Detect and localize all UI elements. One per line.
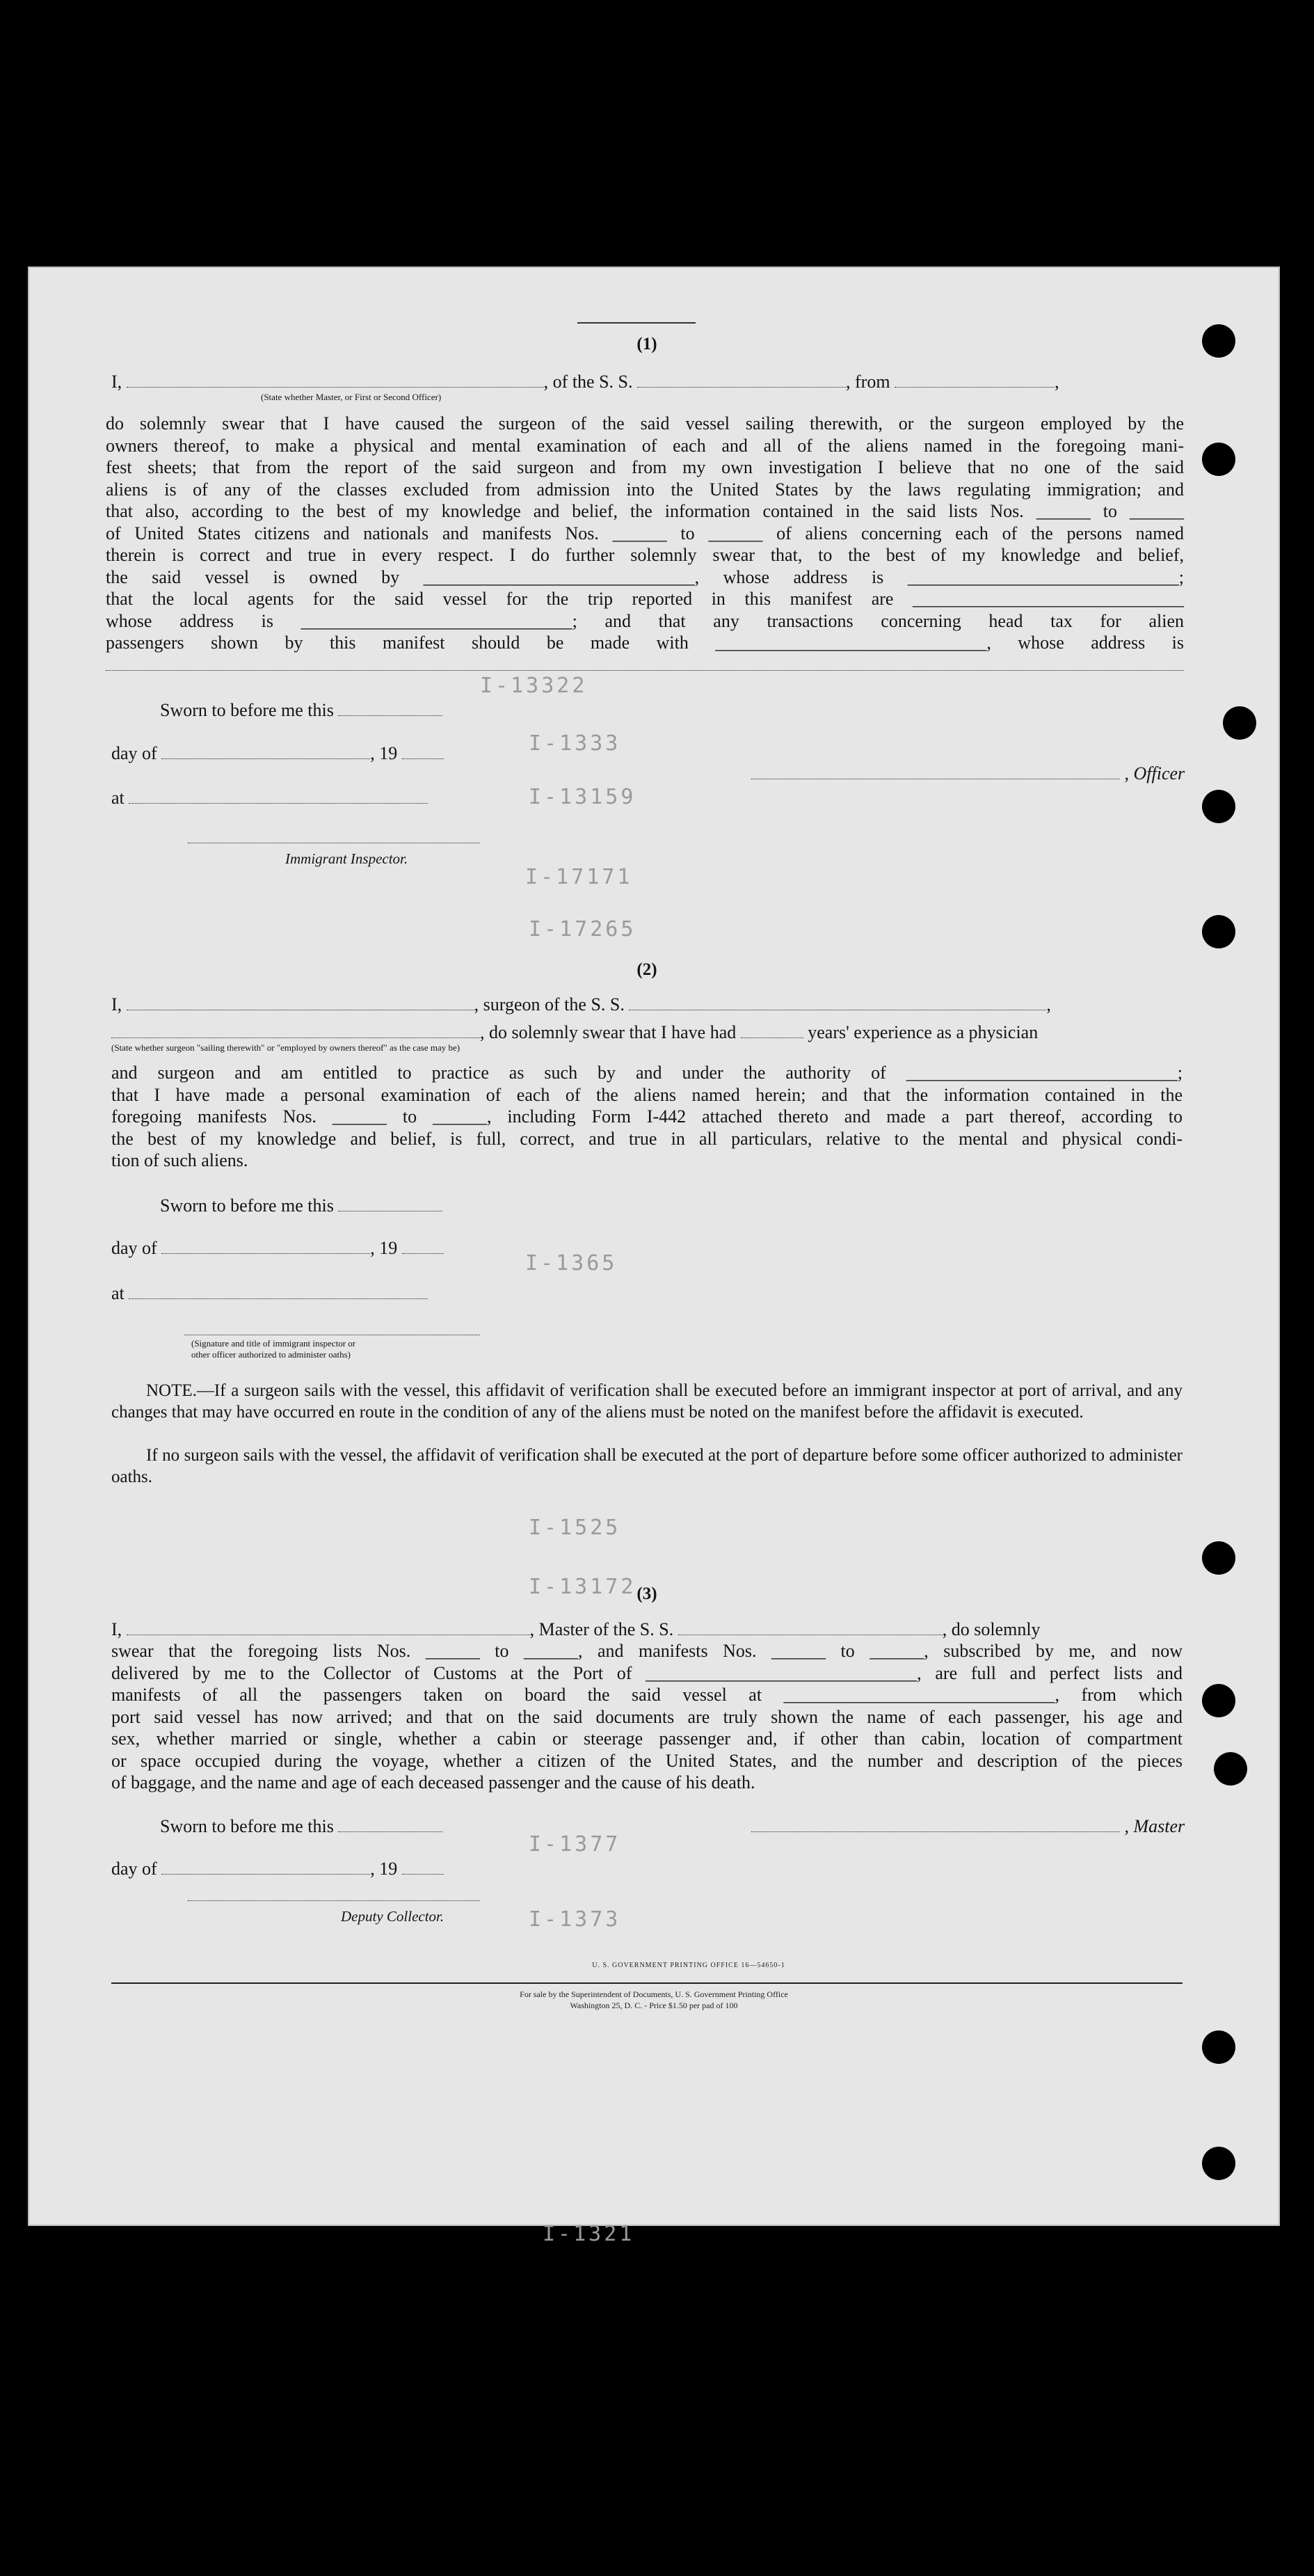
surgeon-status-field[interactable] [111, 1025, 480, 1038]
master-name-field[interactable] [127, 1622, 530, 1635]
sworn-day-field-3[interactable] [338, 1819, 442, 1832]
sworn-line-2: Sworn to before me this [160, 1195, 442, 1217]
body-line: that I have made a personal examination of each of the aliens named herein; and that the information contained in the [111, 1084, 1183, 1105]
place-field[interactable] [129, 790, 428, 804]
document-page [28, 267, 1280, 2246]
body-line: sex, whether married or single, whether a cabin or steerage passenger and, if other than cabin, location of compartment [111, 1728, 1183, 1749]
note-paragraph-2: If no surgeon sails with the vessel, the affidavit of verification shall be executed at the port of departure before some officer authorized to administer oaths. [111, 1446, 1183, 1486]
section-3-number: (3) [636, 1584, 657, 1603]
body-line: owners thereof, to make a physical and mental examination of each and all of the aliens named in the foregoing mani- [106, 435, 1184, 456]
years-field[interactable] [741, 1025, 803, 1038]
sale-line-2: Washington 25, D. C. - Price $1.50 per pad of 100 [570, 2001, 738, 2010]
body-line: the said vessel is owned by ______________________________, whose address is ______________________________; [106, 566, 1184, 587]
punch-hole [1202, 443, 1235, 476]
place-field-2[interactable] [129, 1286, 428, 1299]
body-line: the best of my knowledge and belief, is full, correct, and true in all particulars, relative to the mental and physical condi- [111, 1128, 1183, 1149]
sworn-line-1: Sworn to before me this [160, 699, 442, 722]
bleedthrough-text: I-1525 [529, 1516, 621, 1540]
sworn-day-field-2[interactable] [338, 1198, 442, 1211]
year-field-2[interactable] [402, 1241, 444, 1254]
master-vessel-field[interactable] [678, 1622, 943, 1635]
section-3-opening: I, , Master of the S. S. , do solemnly [111, 1619, 1041, 1639]
body-line: of baggage, and the name and age of each deceased passenger and the cause of his death. [111, 1772, 755, 1792]
month-field-2[interactable] [161, 1241, 370, 1254]
body-line: passengers shown by this manifest should be made with ______________________________, whose address is [106, 633, 1184, 653]
punch-hole [1202, 2030, 1235, 2064]
bleedthrough-text: I-1321 [543, 2222, 635, 2246]
section-2-opening: I, , surgeon of the S. S. , [111, 994, 1051, 1015]
note-paragraph-1: NOTE.—If a surgeon sails with the vessel, this affidavit of verification shall be executed before an immigrant inspector at port of arrival, and any changes that may have occurred en route in the condition of any of the aliens must be noted on the manifest before the affidavit is executed. [111, 1381, 1183, 1422]
body-line: foregoing manifests Nos. ______ to ______, including Form I-442 attached thereto and made a part thereof, according to [111, 1106, 1183, 1127]
body-line: therein is correct and true in every respect. I do further solemnly swear that, to the best of my knowledge and belief, [106, 545, 1184, 565]
day-line-3: day of , 19 [111, 1858, 444, 1880]
punch-hole [1214, 1752, 1247, 1786]
section-3-body [111, 1640, 1183, 1794]
body-line: manifests of all the passengers taken on board the said vessel at ______________________________, from which [111, 1685, 1183, 1705]
printing-office-line: U. S. GOVERNMENT PRINTING OFFICE 16—54650-1 [592, 1962, 785, 1969]
sworn-line-3: Sworn to before me this [160, 1815, 442, 1838]
vessel-name-field[interactable] [637, 374, 846, 388]
year-field-3[interactable] [402, 1861, 444, 1875]
at-line-1: at [111, 787, 428, 809]
officer-signature-field[interactable] [751, 766, 1120, 779]
bleedthrough-text: I-1333 [529, 731, 621, 756]
punch-hole [1202, 324, 1235, 358]
body-line: tion of such aliens. [111, 1150, 248, 1170]
at-line-2: at [111, 1282, 428, 1305]
punch-hole [1202, 2147, 1235, 2180]
section-1-opening: I, , of the S. S. , from , [111, 372, 1059, 392]
master-signature-field[interactable] [751, 1819, 1120, 1832]
body-line: do solemnly swear that I have caused the surgeon of the said vessel sailing therewith, or the surgeon employed by the [106, 413, 1184, 434]
bleedthrough-text: I-1365 [525, 1251, 618, 1275]
body-line: whose address is ______________________________; and that any transactions concerning head tax for alien [106, 610, 1184, 631]
punch-hole [1202, 1541, 1235, 1575]
bleedthrough-text: I-1377 [529, 1832, 621, 1857]
day-line-1: day of , 19 [111, 742, 444, 765]
title-caption: (State whether Master, or First or Second Officer) [261, 392, 442, 402]
punch-hole [1202, 915, 1235, 948]
collector-signature-field[interactable] [188, 1900, 480, 1901]
officer-signature-line: , Officer [751, 763, 1185, 785]
bleedthrough-text: I-13159 [529, 785, 636, 809]
surgeon-name-field[interactable] [127, 997, 474, 1010]
section-2-body [111, 1062, 1183, 1172]
punch-hole [1202, 790, 1235, 823]
body-line: aliens is of any of the classes excluded from admission into the United States by the laws regulating immigration; and [106, 479, 1184, 500]
footer-rule [111, 1982, 1183, 1984]
section-2-second: , do solemnly swear that I have had years' experience as a physician [111, 1021, 1038, 1044]
body-line: that the local agents for the said vessel for the trip reported in this manifest are ______________________________ [106, 589, 1184, 609]
sig-caption: other officer authorized to administer oaths) [191, 1349, 351, 1360]
body-line: swear that the foregoing lists Nos. ______ to ______, and manifests Nos. ______ to ______, subscribed by me, and now [111, 1641, 1183, 1661]
section-1-body [106, 413, 1184, 676]
inspector-label: Immigrant Inspector. [285, 850, 408, 867]
body-line: delivered by me to the Collector of Customs at the Port of ______________________________, are full and perfect lists and [111, 1662, 1183, 1683]
bleedthrough-text: I-13322 [480, 674, 588, 698]
surgeon-caption: (State whether surgeon "sailing therewith" or "employed by owners thereof" as the case may be) [111, 1042, 460, 1053]
sale-line-1: For sale by the Superintendent of Documents, U. S. Government Printing Office [520, 1989, 788, 1999]
collector-label: Deputy Collector. [341, 1908, 444, 1925]
sworn-day-field[interactable] [338, 703, 442, 716]
bleedthrough-text: I-1373 [529, 1907, 621, 1932]
bleedthrough-text: I-13172 [529, 1575, 636, 1599]
section-1-number: (1) [636, 335, 657, 353]
day-line-2: day of , 19 [111, 1237, 444, 1259]
year-field[interactable] [402, 746, 444, 759]
month-field-3[interactable] [161, 1861, 370, 1875]
section-2-number: (2) [636, 960, 657, 979]
punch-hole [1202, 1684, 1235, 1717]
body-line: that also, according to the best of my knowledge and belief, the information contained in the said lists Nos. ______ to ______ [106, 501, 1184, 521]
punch-hole [1223, 706, 1256, 740]
body-line: and surgeon and am entitled to practice as such by and under the authority of ______________________________; [111, 1063, 1183, 1083]
master-signature-line: , Master [751, 1815, 1185, 1838]
body-line: fest sheets; that from the report of the said surgeon and from my own investigation I believe that no one of the said [106, 457, 1184, 477]
agent-address-field[interactable] [106, 658, 1184, 671]
bleedthrough-text: I-17171 [525, 865, 633, 889]
sig-caption: (Signature and title of immigrant inspector or [191, 1338, 356, 1349]
surgeon-vessel-field[interactable] [629, 997, 1046, 1010]
title-rule [577, 322, 696, 324]
month-field[interactable] [161, 746, 370, 759]
bleedthrough-text: I-17265 [529, 917, 636, 941]
officer-name-field[interactable] [127, 374, 544, 388]
body-line: or space occupied during the voyage, whether a citizen of the United States, and the number and description of the pieces [111, 1750, 1183, 1771]
body-line: of United States citizens and nationals and manifests Nos. ______ to ______ of aliens concerning each of the persons named [106, 523, 1184, 543]
body-line: port said vessel has now arrived; and that on the said documents are truly shown the name of each passenger, his age and [111, 1706, 1183, 1727]
from-port-field[interactable] [895, 374, 1055, 388]
